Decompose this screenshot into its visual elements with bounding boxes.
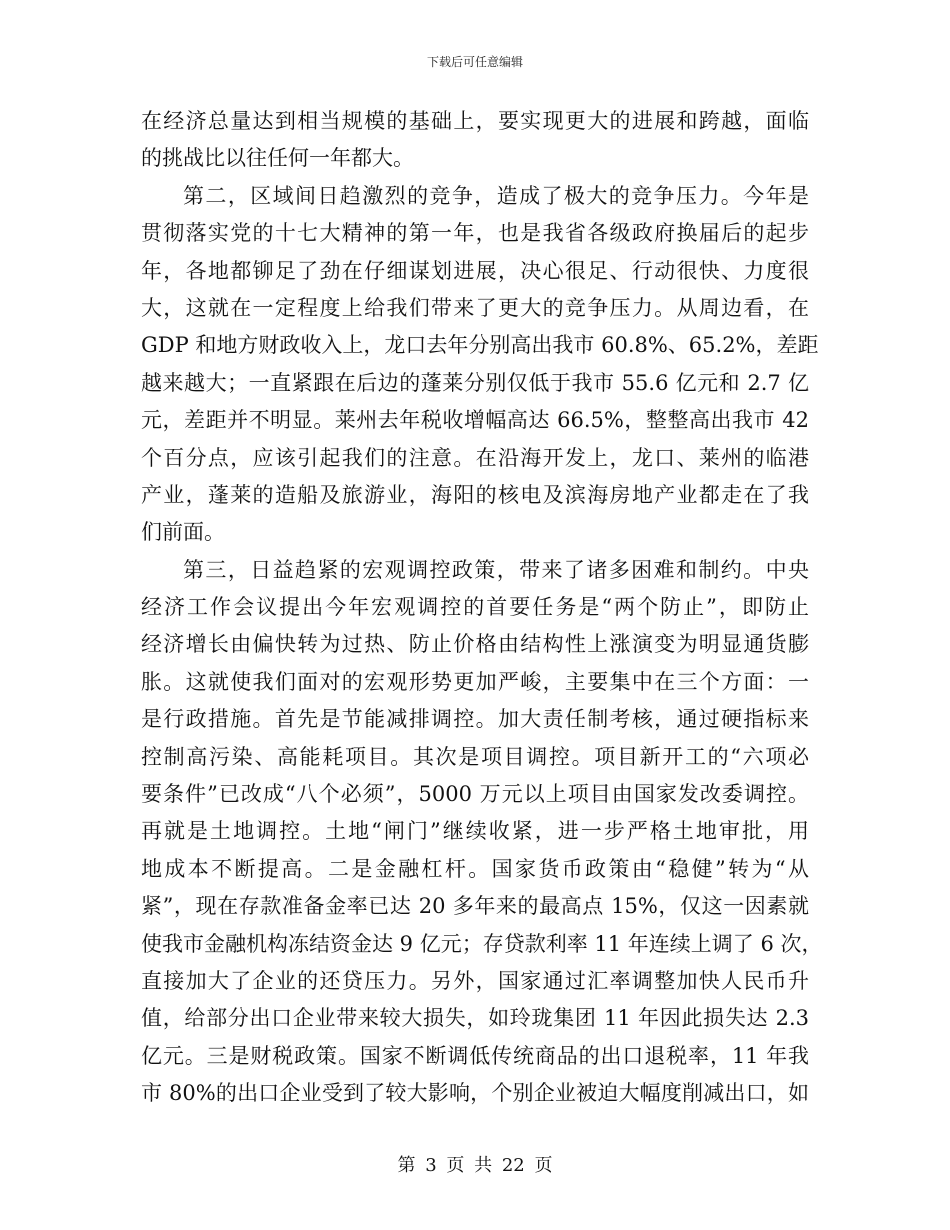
text-line: GDP 和地方财政收入上，龙口去年分别高出我市 60.8%、65.2%，差距 [141, 333, 819, 358]
text-line: 控制高污染、高能耗项目。其次是项目调控。项目新开工的“六项必 [141, 744, 809, 769]
text-line: 元，差距并不明显。莱州去年税收增幅高达 66.5%，整整高出我市 42 [141, 408, 809, 433]
text-line: 产业，蓬莱的造船及旅游业，海阳的核电及滨海房地产业都走在了我 [141, 482, 809, 507]
text-line: 们前面。 [141, 520, 225, 545]
text-line: 亿元。三是财税政策。国家不断调低传统商品的出口退税率，11 年我 [141, 1043, 809, 1068]
text-line: 胀。这就使我们面对的宏观形势更加严峻，主要集中在三个方面：一 [141, 669, 809, 694]
text-line: 使我市金融机构冻结资金达 9 亿元；存贷款利率 11 年连续上调了 6 次， [141, 931, 823, 956]
text-line: 贯彻落实党的十七大精神的第一年，也是我省各级政府换届后的起步 [141, 221, 809, 246]
text-line: 紧”，现在存款准备金率已达 20 多年来的最高点 15%，仅这一因素就 [141, 894, 809, 919]
text-line: 是行政措施。首先是节能减排调控。加大责任制考核，通过硬指标来 [141, 707, 809, 732]
text-line: 大，这就在一定程度上给我们带来了更大的竞争压力。从周边看，在 [141, 295, 809, 320]
text-line: 第二，区域间日趋激烈的竞争，造成了极大的竞争压力。今年是 [183, 183, 809, 208]
page-header: 下载后可任意编辑 [426, 55, 523, 69]
page-number: 第 3 页 共 22 页 [397, 1155, 553, 1176]
text-line: 直接加大了企业的还贷压力。另外，国家通过汇率调整加快人民币升 [141, 968, 809, 993]
text-line: 地成本不断提高。二是金融杠杆。国家货币政策由“稳健”转为“从 [141, 856, 809, 881]
text-line: 年，各地都铆足了劲在仔细谋划进展，决心很足、行动很快、力度很 [141, 258, 809, 283]
text-line: 经济增长由偏快转为过热、防止价格由结构性上涨演变为明显通货膨 [141, 632, 809, 657]
text-line: 市 80%的出口企业受到了较大影响，个别企业被迫大幅度削减出口，如 [141, 1081, 809, 1106]
text-line: 再就是土地调控。土地“闸门”继续收紧，进一步严格土地审批，用 [141, 819, 809, 844]
text-line: 的挑战比以往任何一年都大。 [141, 146, 414, 171]
paragraph [141, 103, 809, 178]
text-line: 个百分点，应该引起我们的注意。在沿海开发上，龙口、莱州的临港 [141, 445, 809, 470]
paragraph [141, 552, 823, 1113]
text-line: 越来越大；一直紧跟在后边的蓬莱分别仅低于我市 55.6 亿元和 2.7 亿 [141, 370, 809, 395]
text-line: 第三，日益趋紧的宏观调控政策，带来了诸多困难和制约。中央 [183, 557, 809, 582]
text-line: 要条件”已改成“八个必须”，5000 万元以上项目由国家发改委调控。 [141, 782, 809, 807]
paragraph [141, 178, 819, 552]
text-line: 在经济总量达到相当规模的基础上，要实现更大的进展和跨越，面临 [141, 109, 809, 133]
text-line: 经济工作会议提出今年宏观调控的首要任务是“两个防止”，即防止 [141, 595, 809, 620]
document-body [141, 103, 823, 1113]
text-line: 值，给部分出口企业带来较大损失，如玲珑集团 11 年因此损失达 2.3 [141, 1006, 809, 1031]
